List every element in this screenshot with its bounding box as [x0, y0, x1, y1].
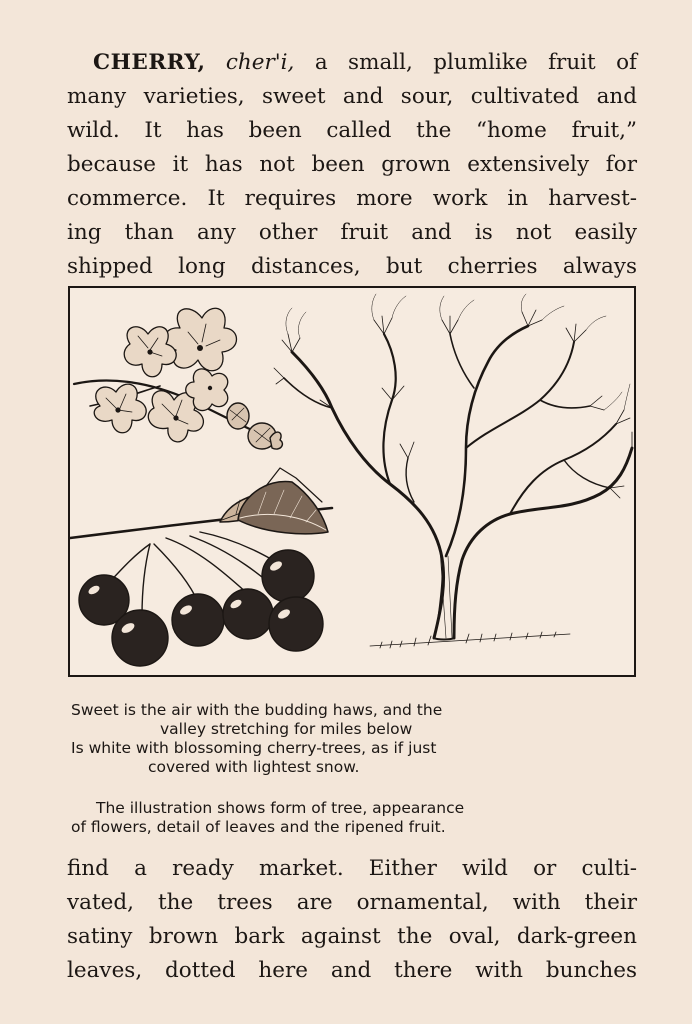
article-line: CHERRY, cher'i, a small, plumlike fruit of [93, 50, 637, 75]
poem-line: valley stretching for miles below [160, 720, 413, 738]
illustration-note [68, 799, 640, 837]
head-word: CHERRY, [93, 50, 206, 75]
note-line: The illustration shows form of tree, appearance [96, 799, 465, 817]
article-line: leaves, dotted here and there with bunches [67, 958, 637, 983]
cherry-tree-icon [274, 294, 632, 648]
poem-caption [68, 701, 640, 777]
cherry-blossom-icon [74, 308, 282, 449]
article-line: vated, the trees are ornamental, with their [67, 890, 637, 915]
poem-line: Sweet is the air with the budding haws, and the [71, 701, 443, 719]
article-line: satiny brown bark against the oval, dark-green [67, 924, 637, 949]
article-paragraph-top [67, 46, 637, 284]
note-line: of flowers, detail of leaves and the ripened fruit. [71, 818, 446, 836]
poem-line: covered with lightest snow. [148, 758, 360, 776]
cherry-illustration [68, 286, 636, 677]
article-line: wild. It has been called the “home fruit,” [67, 118, 637, 143]
article-line: commerce. It requires more work in harvest- [67, 186, 637, 211]
article-line: find a ready market. Either wild or culti- [67, 856, 637, 881]
article-line: shipped long distances, but cherries always [67, 254, 637, 279]
article-line: ing than any other fruit and is not easily [67, 220, 637, 245]
article-paragraph-bottom [67, 852, 637, 988]
cherry-leaves-icon [70, 468, 332, 538]
article-line: many varieties, sweet and sour, cultivated and [67, 84, 637, 109]
ripe-cherries-icon [79, 532, 323, 666]
article-line: because it has not been grown extensively for [67, 152, 637, 177]
poem-line: Is white with blossoming cherry-trees, as if just [71, 739, 437, 757]
pronunciation: cher'i, [225, 50, 295, 75]
